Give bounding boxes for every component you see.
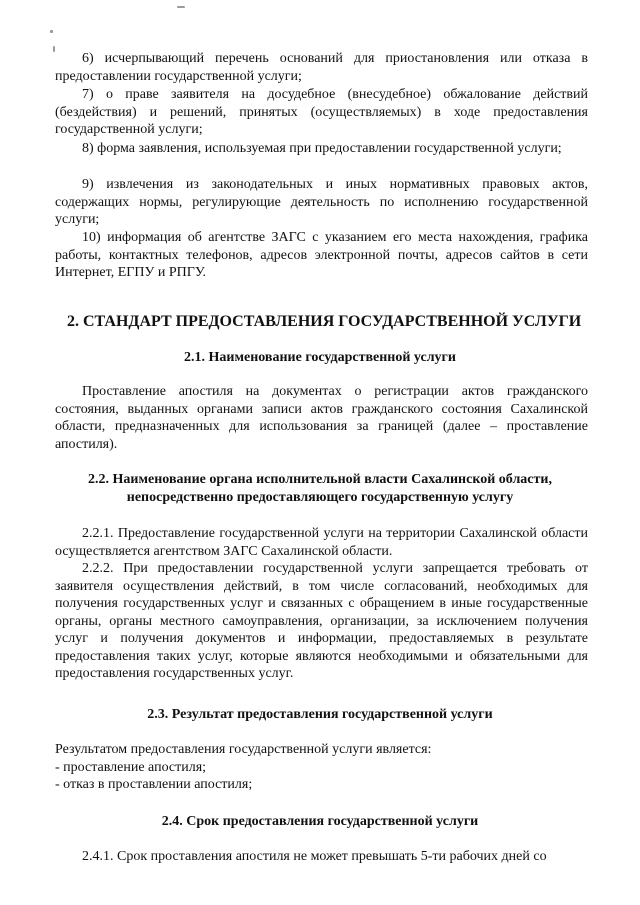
result-item: - отказ в проставлении апостиля; bbox=[55, 777, 253, 792]
scan-mark bbox=[177, 6, 185, 8]
section-title: 2. СТАНДАРТ ПРЕДОСТАВЛЕНИЯ ГОСУДАРСТВЕННОЙ УСЛУГИ bbox=[67, 313, 582, 330]
list-item-10: 10) информация об агентстве ЗАГС с указанием его места нахождения, графика работы, контактных телефонов, адресов электронной почты, адресов сайтов в сети Интернет, ЕГПУ и РПГУ. bbox=[55, 230, 588, 280]
paragraph-2-2-1: 2.2.1. Предоставление государственной услуги на территории Сахалинской области осуществляется агентством ЗАГС Сахалинской области. bbox=[55, 526, 588, 559]
list-item-8: 8) форма заявления, используемая при предоставлении государственной услуги; bbox=[82, 141, 562, 156]
subsection-2-1-text: Проставление апостиля на документах о регистрации актов гражданского состояния, выданных органами записи актов гражданского состояния Сахалинской области, предназначенных для использования за границей (далее – проставление апостиля). bbox=[55, 384, 588, 452]
list-item-6: 6) исчерпывающий перечень оснований для приостановления или отказа в предоставлении государственной услуги; bbox=[55, 51, 588, 84]
subsection-2-1-title: 2.1. Наименование государственной услуги bbox=[184, 350, 456, 365]
paragraph-2-2-2: 2.2.2. При предоставлении государственной услуги запрещается требовать от заявителя осуществления действий, в том числе согласований, необходимых для получения государственных услуг и связанных с обращением в иные государственные органы, органы местного самоуправления, организации, за исключением получения услуг и получения документов и информации, предоставляемых в результате предоставления таких услуг, которые являются необходимыми и обязательными для предоставления государственных услуг. bbox=[55, 561, 588, 681]
subsection-2-4-title: 2.4. Срок предоставления государственной услуги bbox=[161, 814, 479, 829]
scan-mark bbox=[50, 30, 53, 33]
subsection-2-3-title: 2.3. Результат предоставления государственной услуги bbox=[147, 707, 493, 722]
result-item: - проставление апостиля; bbox=[55, 760, 207, 775]
list-item-9: 9) извлечения из законодательных и иных нормативных правовых актов, содержащих нормы, регулирующие деятельность по исполнению государственной услуги; bbox=[55, 177, 588, 227]
list-item-7: 7) о праве заявителя на досудебное (внесудебное) обжалование действий (бездействия) и решений, принятых (осуществляемых) в ходе предоставления государственной услуги; bbox=[55, 87, 588, 137]
result-intro: Результатом предоставления государственной услуги является: bbox=[55, 742, 432, 757]
paragraph-2-4-1: 2.4.1. Срок проставления апостиля не может превышать 5-ти рабочих дней со bbox=[82, 849, 547, 864]
subsection-2-2-title: 2.2. Наименование органа исполнительной власти Сахалинской области, непосредственно предоставляющего государственную услугу bbox=[88, 472, 552, 505]
